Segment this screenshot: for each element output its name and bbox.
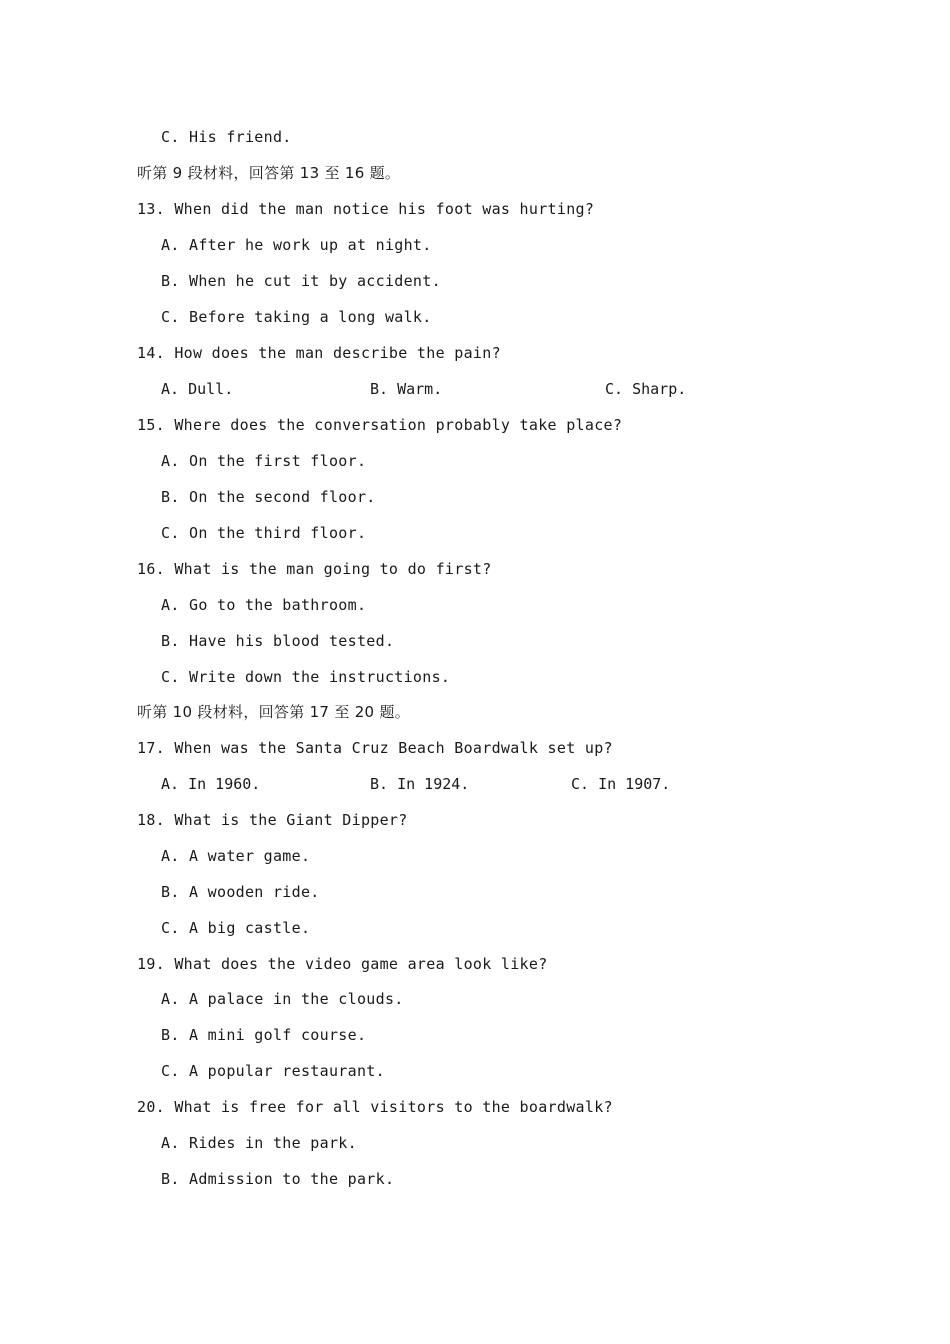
question-15: 15. Where does the conversation probably take place? bbox=[137, 416, 623, 434]
section-instruction-10: 听第 10 段材料，回答第 17 至 20 题。 bbox=[137, 703, 411, 721]
q16-option-c: C. Write down the instructions. bbox=[161, 668, 451, 686]
q16-option-a: A. Go to the bathroom. bbox=[161, 596, 367, 614]
question-14: 14. How does the man describe the pain? bbox=[137, 344, 501, 362]
q20-option-b: B. Admission to the park. bbox=[161, 1170, 395, 1188]
q15-option-b: B. On the second floor. bbox=[161, 488, 376, 506]
q16-option-b: B. Have his blood tested. bbox=[161, 632, 395, 650]
question-18: 18. What is the Giant Dipper? bbox=[137, 811, 408, 829]
q17-option-b: B. In 1924. bbox=[370, 775, 470, 793]
q13-option-c: C. Before taking a long walk. bbox=[161, 308, 432, 326]
q12-option-c: C. His friend. bbox=[161, 128, 292, 146]
question-16: 16. What is the man going to do first? bbox=[137, 560, 492, 578]
q17-option-c: C. In 1907. bbox=[571, 775, 671, 793]
q19-option-b: B. A mini golf course. bbox=[161, 1026, 367, 1044]
question-17: 17. When was the Santa Cruz Beach Boardwalk set up? bbox=[137, 739, 613, 757]
section-instruction-9: 听第 9 段材料，回答第 13 至 16 题。 bbox=[137, 164, 401, 182]
q13-option-b: B. When he cut it by accident. bbox=[161, 272, 441, 290]
q19-option-c: C. A popular restaurant. bbox=[161, 1062, 385, 1080]
q17-option-a: A. In 1960. bbox=[161, 775, 261, 793]
q14-option-b: B. Warm. bbox=[370, 380, 443, 398]
q19-option-a: A. A palace in the clouds. bbox=[161, 990, 404, 1008]
q18-option-c: C. A big castle. bbox=[161, 919, 311, 937]
question-13: 13. When did the man notice his foot was hurting? bbox=[137, 200, 595, 218]
q14-option-a: A. Dull. bbox=[161, 380, 234, 398]
question-20: 20. What is free for all visitors to the boardwalk? bbox=[137, 1098, 613, 1116]
q15-option-c: C. On the third floor. bbox=[161, 524, 367, 542]
q20-option-a: A. Rides in the park. bbox=[161, 1134, 357, 1152]
q18-option-a: A. A water game. bbox=[161, 847, 311, 865]
q15-option-a: A. On the first floor. bbox=[161, 452, 367, 470]
q18-option-b: B. A wooden ride. bbox=[161, 883, 320, 901]
q13-option-a: A. After he work up at night. bbox=[161, 236, 432, 254]
q14-option-c: C. Sharp. bbox=[605, 380, 687, 398]
question-19: 19. What does the video game area look like? bbox=[137, 955, 548, 973]
